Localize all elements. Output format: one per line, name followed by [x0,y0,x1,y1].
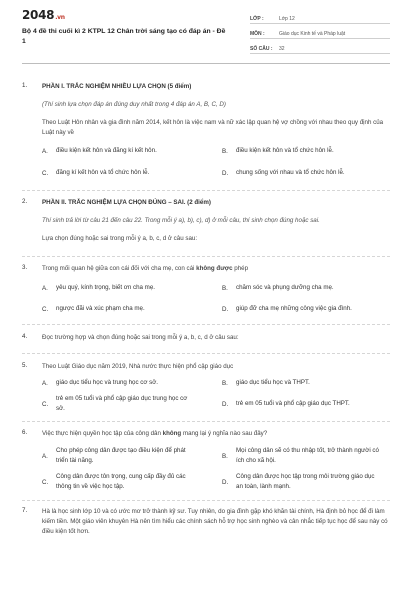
question-5 [22,362,390,372]
option-b[interactable]: B. giáo dục tiểu học và THPT. [222,379,310,387]
meta-class-value: Lớp 12 [279,16,295,22]
option-b[interactable]: B. Mọi công dân sẽ có thu nhập tốt, trở thành người có ích cho xã hội. [222,447,379,464]
question-stem: Hà là học sinh lớp 10 và có ước mơ trở thành kỹ sư. Tuy nhiên, do gia đình gặp khó khăn tài chính, Hà định bỏ học để đi làm kiếm tiền. Một giáo viên khuyên Hà nên tìm hiểu các chính sách hỗ trợ học sinh nghèo và cân nhắc tiếp tục học để sau này có điều kiện tốt hơn. [42,508,388,535]
section-title: PHẦN II. TRẮC NGHIỆM LỰA CHỌN ĐÚNG – SAI. (2 điểm) [42,199,211,206]
question-stem: Việc thực hiện quyền học tập của công dân không mang lại ý nghĩa nào sau đây? [42,430,268,437]
question-2 [22,198,390,208]
option-c[interactable]: C. Công dân được tôn trọng, cung cấp đầy đủ các thông tin về việc học tập. [42,473,186,490]
meta-subject-row [250,27,390,39]
section-instruction: (Thí sinh lựa chọn đáp án đúng duy nhất trong 4 đáp án A, B, C, D) [42,101,226,108]
document-header [22,0,390,64]
options [22,146,390,178]
question-stem: Đọc trường hợp và chọn đúng hoặc sai trong mỗi ý a, b, c, d ở câu sau: [42,334,239,341]
divider [22,314,390,333]
question-7 [22,507,390,537]
question-number: 7. [22,507,28,514]
question-number: 2. [22,198,28,205]
option-d[interactable]: D. trẻ em 05 tuổi và phổ cập giáo dục THPT. [222,400,350,408]
document-title: Bộ 4 đề thi cuối kì 2 KTPL 12 Chân trời sáng tạo có đáp án - Đề 1 [22,28,226,45]
meta-subject-value: Giáo dục Kinh tế và Pháp luật [279,31,346,37]
section-instruction: Thí sinh trả lời từ câu 21 đến câu 22. Trong mỗi ý a), b), c), d) ở mỗi câu, thí sinh chọn đúng hoặc sai. [42,217,320,224]
option-a[interactable]: A. điều kiện kết hôn và đăng kí kết hôn. [42,147,157,155]
meta-class-row [250,12,390,24]
option-c[interactable]: C. trẻ em 05 tuổi và phổ cập giáo dục trung học cơ sở. [42,395,188,412]
option-a[interactable]: A. Cho phép công dân được tạo điều kiện để phát triển tài năng. [42,447,186,464]
question-1 [22,82,390,92]
question-stem: Lựa chọn đúng hoặc sai trong mỗi ý a, b, c, d ở câu sau: [42,235,198,242]
option-a[interactable]: A. yêu quý, kính trọng, biết ơn cha mẹ. [42,284,155,292]
options [22,283,390,314]
option-d[interactable]: D. giúp đỡ cha mẹ những công việc gia đình. [222,305,352,313]
option-c[interactable]: C. ngược đãi và xúc phạm cha mẹ. [42,305,145,313]
question-number: 5. [22,362,28,369]
meta-count-row [250,42,390,54]
question-list [22,82,390,537]
question-number: 6. [22,429,28,436]
meta-subject-key: MÔN : [250,31,265,37]
question-stem: Theo Luật Hôn nhân và gia đình năm 2014, kết hôn là việc nam và nữ xác lập quan hệ vợ chồng với nhau theo quy định của Luật này về [42,119,384,136]
meta-count-value: 32 [279,46,285,52]
options [22,378,390,414]
question-stem: Theo Luật Giáo dục năm 2019, Nhà nước thực hiện phổ cập giáo dục [42,363,234,370]
divider [22,343,390,362]
option-a[interactable]: A. giáo dục tiểu học và trung học cơ sở. [42,379,159,387]
option-b[interactable]: B. điều kiện kết hôn và tổ chức hôn lễ. [222,147,334,155]
divider [22,244,390,264]
question-stem: Trong mối quan hệ giữa con cái đối với cha mẹ, con cái không được phép [42,265,249,272]
section-title: PHẦN I. TRẮC NGHIỆM NHIỀU LỰA CHỌN (5 điểm) [42,83,192,90]
document-meta [250,12,390,57]
question-number: 3. [22,264,28,271]
option-d[interactable]: D. chung sống với nhau và tổ chức hôn lễ. [222,169,345,177]
question-number: 1. [22,82,28,89]
question-3 [22,264,390,274]
divider [22,414,390,429]
question-4 [22,333,390,343]
site-logo[interactable]: 2048.vn [22,8,65,22]
question-number: 4. [22,333,28,340]
divider [22,178,390,198]
meta-count-key: SỐ CÂU : [250,46,273,52]
divider [22,492,390,507]
meta-class-key: LỚP : [250,16,264,22]
options [22,446,390,492]
option-c[interactable]: C. đăng kí kết hôn và tổ chức hôn lễ. [42,169,150,177]
question-6 [22,429,390,439]
option-b[interactable]: B. chăm sóc và phụng dưỡng cha mẹ. [222,284,334,292]
option-d[interactable]: D. Công dân được học tập trong môi trường giáo dục an toàn, lành mạnh. [222,473,375,490]
